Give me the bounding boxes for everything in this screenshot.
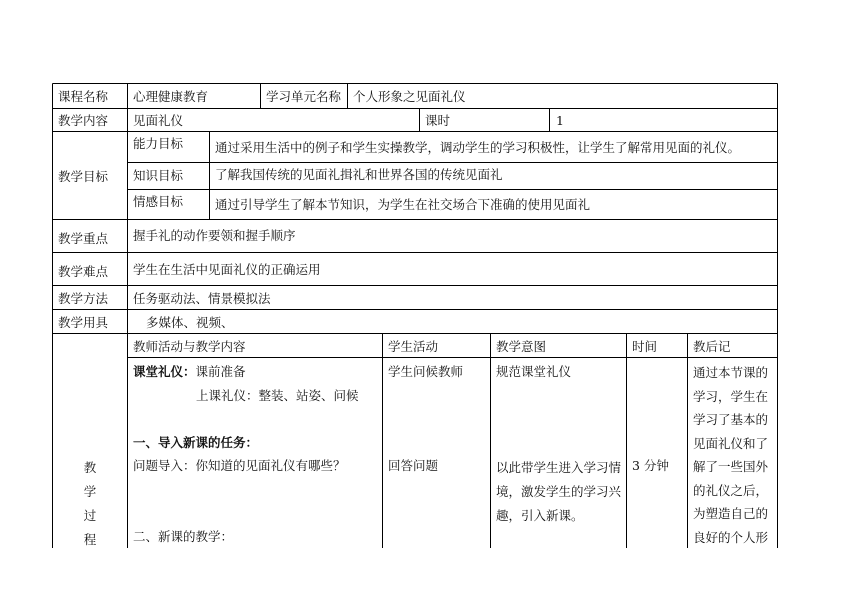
label-unit-name: 学习单元名称 <box>266 89 342 104</box>
intent-lead: 以此带学生进入学习情境，激发学生的学习兴趣，引入新课。 <box>496 460 622 523</box>
tools: 多媒体、视频、 <box>146 315 234 330</box>
header-teacher-activity: 教师活动与教学内容 <box>133 339 246 354</box>
label-course-name: 课程名称 <box>58 89 109 104</box>
intent-norm: 规范课堂礼仪 <box>496 364 572 379</box>
process-label-char: 学 <box>83 484 97 499</box>
etiquette-line <box>133 363 246 380</box>
header-teaching-intent: 教学意图 <box>496 339 547 354</box>
label-key-point: 教学重点 <box>58 231 109 246</box>
etiquette-prep: 课前准备 <box>195 364 246 379</box>
etiquette-class: 上课礼仪：整装、站姿、问候 <box>196 388 359 403</box>
label-ability-goal: 能力目标 <box>133 136 184 151</box>
method: 任务驱动法、情景模拟法 <box>133 291 271 306</box>
label-teaching-content: 教学内容 <box>58 113 109 128</box>
header-notes: 教后记 <box>693 339 731 354</box>
student-greet: 学生问候教师 <box>388 364 464 379</box>
label-knowledge-goal: 知识目标 <box>133 168 184 183</box>
header-time: 时间 <box>632 339 658 354</box>
knowledge-goal: 了解我国传统的见面礼揖礼和世界各国的传统见面礼 <box>215 167 503 182</box>
process-label-char: 过 <box>83 508 97 523</box>
time-value: 3 分钟 <box>632 458 669 473</box>
question-intro: 问题导入：你知道的见面礼仪有哪些？ <box>133 458 346 473</box>
etiquette-title: 课堂礼仪： <box>133 364 196 379</box>
teaching-content: 见面礼仪 <box>133 113 184 128</box>
key-point: 握手礼的动作要领和握手顺序 <box>133 228 296 243</box>
ability-goal: 通过采用生活中的例子和学生实操教学，调动学生的学习积极性，让学生了解常用见面的礼仪。 <box>215 140 741 155</box>
label-teaching-goals: 教学目标 <box>58 169 109 184</box>
header-student-activity: 学生活动 <box>388 339 439 354</box>
course-name: 心理健康教育 <box>133 89 209 104</box>
student-answer: 回答问题 <box>388 458 439 473</box>
unit-name: 个人形象之见面礼仪 <box>353 89 466 104</box>
class-hours: 1 <box>556 113 564 128</box>
label-tools: 教学用具 <box>58 315 109 330</box>
section-intro-task: 一、导入新课的任务： <box>133 435 259 450</box>
label-difficulty: 教学难点 <box>58 264 109 279</box>
label-method: 教学方法 <box>58 291 109 306</box>
section-new-lesson: 二、新课的教学： <box>133 529 234 544</box>
label-class-hours: 课时 <box>425 113 451 128</box>
process-label-char: 教 <box>83 460 97 475</box>
label-emotion-goal: 情感目标 <box>133 194 184 209</box>
difficulty: 学生在生活中见面礼仪的正确运用 <box>133 262 321 277</box>
emotion-goal: 通过引导学生了解本节知识，为学生在社交场合下准确的使用见面礼 <box>215 197 591 212</box>
process-label-char: 程 <box>83 532 97 547</box>
notes: 通过本节课的学习，学生在学习了基本的见面礼仪和了解了一些国外的礼仪之后，为塑造自己的良好的个人形 <box>693 365 769 545</box>
